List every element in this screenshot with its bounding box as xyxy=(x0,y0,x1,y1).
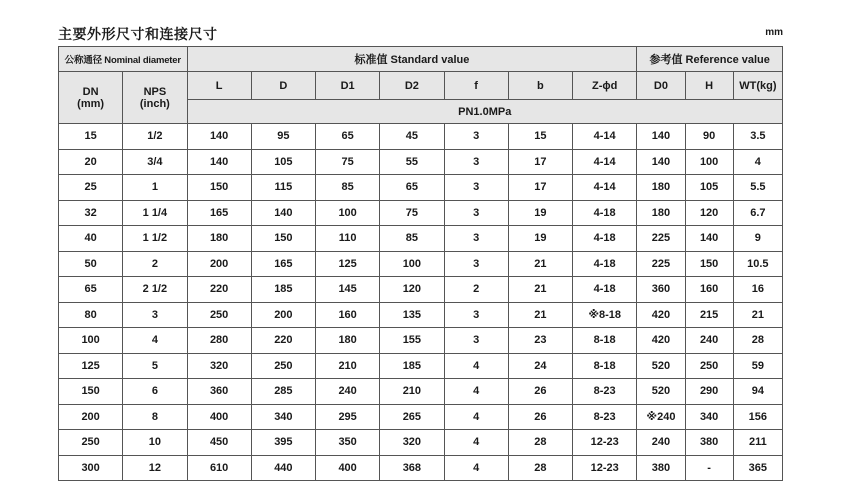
cell-d2: 185 xyxy=(380,353,444,379)
cell-dn: 250 xyxy=(59,430,123,456)
cell-wt: 3.5 xyxy=(733,124,782,150)
cell-l: 165 xyxy=(187,200,251,226)
cell-nps: 1 1/4 xyxy=(123,200,187,226)
cell-d1: 400 xyxy=(316,455,380,481)
header-nominal-diameter: 公称通径 Nominal diameter xyxy=(59,47,188,72)
table-row xyxy=(59,226,783,252)
cell-f: 4 xyxy=(444,430,508,456)
table-row xyxy=(59,149,783,175)
cell-h: 90 xyxy=(685,124,733,150)
cell-f: 3 xyxy=(444,226,508,252)
cell-dn: 300 xyxy=(59,455,123,481)
cell-z: 8-18 xyxy=(573,328,637,354)
cell-wt: 94 xyxy=(733,379,782,405)
cell-d2: 320 xyxy=(380,430,444,456)
cell-d0: 140 xyxy=(637,149,685,175)
cell-nps: 1 xyxy=(123,175,187,201)
cell-d2: 135 xyxy=(380,302,444,328)
cell-l: 400 xyxy=(187,404,251,430)
header-l: L xyxy=(187,72,251,100)
cell-b: 17 xyxy=(508,175,572,201)
cell-f: 3 xyxy=(444,200,508,226)
cell-z: 4-18 xyxy=(573,226,637,252)
table-row xyxy=(59,379,783,405)
header-reference-value: 参考值 Reference value xyxy=(637,47,783,72)
table-row xyxy=(59,455,783,481)
cell-d0: 420 xyxy=(637,328,685,354)
cell-nps: 5 xyxy=(123,353,187,379)
cell-nps: 10 xyxy=(123,430,187,456)
cell-dn: 150 xyxy=(59,379,123,405)
cell-d1: 180 xyxy=(316,328,380,354)
cell-d2: 75 xyxy=(380,200,444,226)
cell-d: 285 xyxy=(251,379,315,405)
cell-b: 17 xyxy=(508,149,572,175)
cell-b: 21 xyxy=(508,251,572,277)
cell-l: 450 xyxy=(187,430,251,456)
cell-dn: 15 xyxy=(59,124,123,150)
cell-dn: 32 xyxy=(59,200,123,226)
cell-h: 380 xyxy=(685,430,733,456)
cell-b: 19 xyxy=(508,200,572,226)
table-row xyxy=(59,277,783,303)
table-body xyxy=(59,124,783,481)
cell-wt: 9 xyxy=(733,226,782,252)
cell-dn: 40 xyxy=(59,226,123,252)
cell-d0: 520 xyxy=(637,353,685,379)
cell-wt: 6.7 xyxy=(733,200,782,226)
cell-d1: 75 xyxy=(316,149,380,175)
cell-dn: 65 xyxy=(59,277,123,303)
cell-h: 340 xyxy=(685,404,733,430)
cell-z: 8-23 xyxy=(573,404,637,430)
cell-d0: 180 xyxy=(637,175,685,201)
cell-h: 105 xyxy=(685,175,733,201)
cell-l: 360 xyxy=(187,379,251,405)
cell-l: 250 xyxy=(187,302,251,328)
cell-dn: 100 xyxy=(59,328,123,354)
cell-d2: 210 xyxy=(380,379,444,405)
cell-d0: 225 xyxy=(637,251,685,277)
header-nps-label: NPS xyxy=(143,85,167,98)
cell-wt: 59 xyxy=(733,353,782,379)
cell-wt: 5.5 xyxy=(733,175,782,201)
cell-d0: 225 xyxy=(637,226,685,252)
cell-wt: 10.5 xyxy=(733,251,782,277)
header-nps-unit: (inch) xyxy=(139,97,170,110)
cell-d2: 65 xyxy=(380,175,444,201)
cell-wt: 156 xyxy=(733,404,782,430)
header-d0: D0 xyxy=(637,72,685,100)
table-row xyxy=(59,200,783,226)
cell-wt: 365 xyxy=(733,455,782,481)
cell-z: 4-14 xyxy=(573,175,637,201)
cell-d2: 55 xyxy=(380,149,444,175)
cell-d: 95 xyxy=(251,124,315,150)
cell-d: 440 xyxy=(251,455,315,481)
cell-b: 15 xyxy=(508,124,572,150)
cell-b: 23 xyxy=(508,328,572,354)
cell-z: 4-18 xyxy=(573,200,637,226)
cell-d1: 110 xyxy=(316,226,380,252)
cell-f: 3 xyxy=(444,149,508,175)
cell-h: - xyxy=(685,455,733,481)
dimensions-table xyxy=(58,46,783,481)
cell-d: 395 xyxy=(251,430,315,456)
table-row xyxy=(59,430,783,456)
header-d1: D1 xyxy=(316,72,380,100)
cell-b: 28 xyxy=(508,430,572,456)
header-dn-label: DN xyxy=(82,85,99,98)
table-row xyxy=(59,353,783,379)
cell-nps: 2 1/2 xyxy=(123,277,187,303)
cell-l: 180 xyxy=(187,226,251,252)
cell-dn: 25 xyxy=(59,175,123,201)
cell-b: 26 xyxy=(508,379,572,405)
cell-d2: 45 xyxy=(380,124,444,150)
cell-b: 26 xyxy=(508,404,572,430)
cell-d1: 100 xyxy=(316,200,380,226)
cell-l: 610 xyxy=(187,455,251,481)
cell-d1: 145 xyxy=(316,277,380,303)
cell-nps: 4 xyxy=(123,328,187,354)
cell-d2: 120 xyxy=(380,277,444,303)
cell-l: 220 xyxy=(187,277,251,303)
cell-d: 220 xyxy=(251,328,315,354)
table-row xyxy=(59,302,783,328)
table-row xyxy=(59,175,783,201)
cell-z: 8-18 xyxy=(573,353,637,379)
cell-d1: 65 xyxy=(316,124,380,150)
cell-d0: 180 xyxy=(637,200,685,226)
header-dn xyxy=(59,72,123,124)
cell-f: 3 xyxy=(444,328,508,354)
cell-f: 4 xyxy=(444,404,508,430)
cell-dn: 125 xyxy=(59,353,123,379)
cell-dn: 50 xyxy=(59,251,123,277)
cell-d0: 240 xyxy=(637,430,685,456)
cell-d: 185 xyxy=(251,277,315,303)
cell-nps: 1 1/2 xyxy=(123,226,187,252)
cell-d: 250 xyxy=(251,353,315,379)
header-f: f xyxy=(444,72,508,100)
table-row xyxy=(59,404,783,430)
cell-d1: 160 xyxy=(316,302,380,328)
cell-d1: 350 xyxy=(316,430,380,456)
header-dn-unit: (mm) xyxy=(77,97,105,110)
cell-dn: 80 xyxy=(59,302,123,328)
cell-d: 140 xyxy=(251,200,315,226)
cell-l: 320 xyxy=(187,353,251,379)
cell-nps: 8 xyxy=(123,404,187,430)
cell-d: 150 xyxy=(251,226,315,252)
cell-l: 280 xyxy=(187,328,251,354)
cell-d1: 125 xyxy=(316,251,380,277)
cell-z: 4-14 xyxy=(573,124,637,150)
table-row xyxy=(59,328,783,354)
cell-dn: 200 xyxy=(59,404,123,430)
cell-b: 21 xyxy=(508,302,572,328)
cell-f: 3 xyxy=(444,251,508,277)
header-b: b xyxy=(508,72,572,100)
cell-d2: 265 xyxy=(380,404,444,430)
cell-d: 105 xyxy=(251,149,315,175)
cell-d0: 420 xyxy=(637,302,685,328)
cell-d: 340 xyxy=(251,404,315,430)
cell-f: 4 xyxy=(444,455,508,481)
cell-wt: 28 xyxy=(733,328,782,354)
cell-z: ※8-18 xyxy=(573,302,637,328)
cell-wt: 16 xyxy=(733,277,782,303)
cell-h: 240 xyxy=(685,328,733,354)
cell-nps: 6 xyxy=(123,379,187,405)
table-row xyxy=(59,124,783,150)
cell-d2: 85 xyxy=(380,226,444,252)
cell-f: 4 xyxy=(444,353,508,379)
cell-d1: 210 xyxy=(316,353,380,379)
cell-h: 150 xyxy=(685,251,733,277)
cell-d0: 140 xyxy=(637,124,685,150)
cell-f: 3 xyxy=(444,175,508,201)
cell-d0: 520 xyxy=(637,379,685,405)
cell-b: 24 xyxy=(508,353,572,379)
cell-f: 3 xyxy=(444,302,508,328)
cell-h: 250 xyxy=(685,353,733,379)
cell-d: 165 xyxy=(251,251,315,277)
header-h: H xyxy=(685,72,733,100)
cell-d1: 85 xyxy=(316,175,380,201)
cell-b: 28 xyxy=(508,455,572,481)
cell-b: 19 xyxy=(508,226,572,252)
cell-l: 140 xyxy=(187,149,251,175)
page-title: 主要外形尺寸和连接尺寸 xyxy=(58,26,218,42)
cell-l: 140 xyxy=(187,124,251,150)
cell-l: 200 xyxy=(187,251,251,277)
cell-wt: 4 xyxy=(733,149,782,175)
table-row xyxy=(59,251,783,277)
cell-d1: 295 xyxy=(316,404,380,430)
cell-h: 290 xyxy=(685,379,733,405)
cell-d1: 240 xyxy=(316,379,380,405)
cell-d2: 100 xyxy=(380,251,444,277)
cell-f: 2 xyxy=(444,277,508,303)
header-nps xyxy=(123,72,187,124)
cell-z: 4-18 xyxy=(573,251,637,277)
header-wt: WT(kg) xyxy=(733,72,782,100)
header-pressure: PN1.0MPa xyxy=(187,100,783,124)
cell-z: 4-18 xyxy=(573,277,637,303)
cell-nps: 12 xyxy=(123,455,187,481)
cell-h: 160 xyxy=(685,277,733,303)
cell-d2: 368 xyxy=(380,455,444,481)
header-d2: D2 xyxy=(380,72,444,100)
cell-f: 3 xyxy=(444,124,508,150)
cell-h: 120 xyxy=(685,200,733,226)
cell-z: 8-23 xyxy=(573,379,637,405)
header-standard-value: 标准值 Standard value xyxy=(187,47,637,72)
cell-h: 215 xyxy=(685,302,733,328)
cell-dn: 20 xyxy=(59,149,123,175)
cell-h: 140 xyxy=(685,226,733,252)
cell-z: 12-23 xyxy=(573,455,637,481)
cell-d0: ※240 xyxy=(637,404,685,430)
cell-d: 115 xyxy=(251,175,315,201)
cell-l: 150 xyxy=(187,175,251,201)
cell-wt: 21 xyxy=(733,302,782,328)
cell-nps: 2 xyxy=(123,251,187,277)
cell-d: 200 xyxy=(251,302,315,328)
cell-wt: 211 xyxy=(733,430,782,456)
cell-z: 4-14 xyxy=(573,149,637,175)
cell-h: 100 xyxy=(685,149,733,175)
cell-nps: 3 xyxy=(123,302,187,328)
unit-label: mm xyxy=(765,27,783,38)
header-d: D xyxy=(251,72,315,100)
header-z: Z-ϕd xyxy=(573,72,637,100)
cell-nps: 3/4 xyxy=(123,149,187,175)
cell-z: 12-23 xyxy=(573,430,637,456)
cell-d2: 155 xyxy=(380,328,444,354)
cell-b: 21 xyxy=(508,277,572,303)
cell-d0: 380 xyxy=(637,455,685,481)
cell-nps: 1/2 xyxy=(123,124,187,150)
cell-f: 4 xyxy=(444,379,508,405)
cell-d0: 360 xyxy=(637,277,685,303)
